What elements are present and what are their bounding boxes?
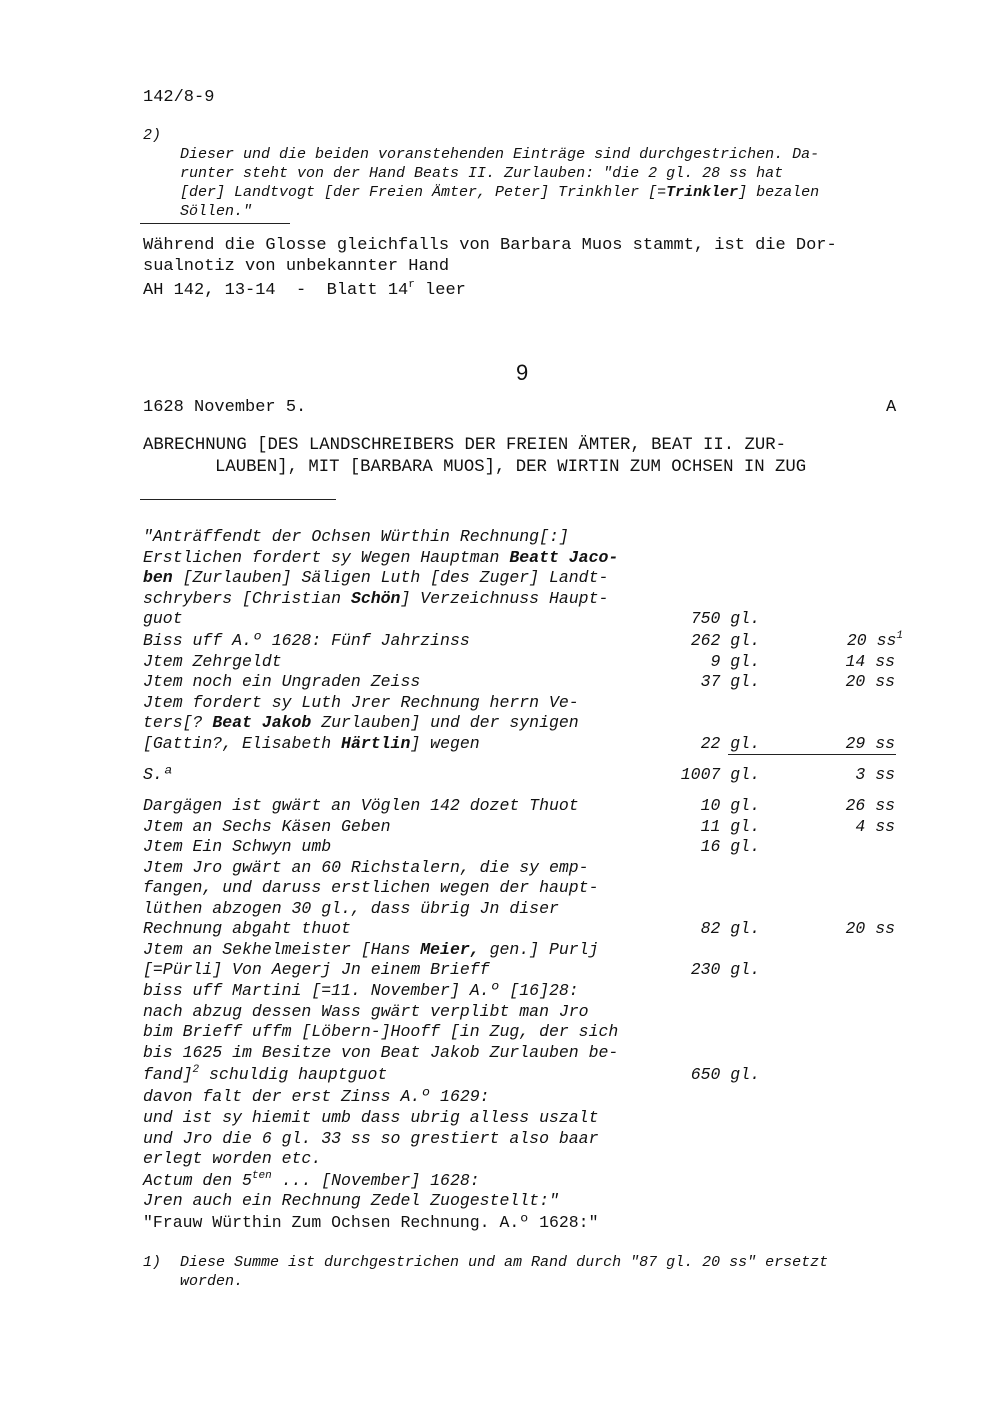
ledger-text: Jtem Zehrgeldt xyxy=(143,652,282,671)
amount-gulden: 16 gl. xyxy=(700,837,760,856)
ledger-row xyxy=(143,878,903,899)
amount-gulden: 82 gl. xyxy=(700,919,760,938)
ledger-text: und ist sy hiemit umb dass ubrig alless uszalt xyxy=(143,1108,599,1127)
ledger-row xyxy=(143,817,903,838)
ledger-row xyxy=(143,981,903,1002)
ledger-row xyxy=(143,631,903,652)
document-date: 1628 November 5. xyxy=(143,398,307,417)
ledger-text: bis 1625 im Besitze von Beat Jakob Zurlauben be- xyxy=(143,1043,619,1062)
ledger-text: Jtem fordert sy Luth Jrer Rechnung herrn Ve- xyxy=(143,693,579,712)
amount-gulden: 11 gl. xyxy=(700,817,760,836)
ledger-text: Rechnung abgaht thuot xyxy=(143,919,351,938)
sum-rule xyxy=(728,754,896,755)
amount-gulden: 230 gl. xyxy=(690,960,760,979)
ledger-row xyxy=(143,919,903,940)
footnote-line: Söllen." xyxy=(180,203,253,220)
document-number: 9 xyxy=(516,360,529,385)
ledger-row xyxy=(143,672,903,693)
ledger-row xyxy=(143,568,903,589)
ledger-text: guot xyxy=(143,609,183,628)
ledger-row xyxy=(143,609,903,630)
ledger-text: [Gattin?, Elisabeth Härtlin] wegen xyxy=(143,734,480,753)
ledger-text: Jtem Jro gwärt an 60 Richstalern, die sy emp- xyxy=(143,858,589,877)
footnote-text xyxy=(180,126,819,221)
ledger-row xyxy=(143,1022,903,1043)
ledger-row xyxy=(143,899,903,920)
ledger-text: S.ª xyxy=(143,765,173,784)
amount-gulden: 37 gl. xyxy=(700,672,760,691)
ledger-row xyxy=(143,765,903,786)
archive-reference: AH 142, 13-14 - Blatt 14$^r$ leer xyxy=(143,279,466,300)
footnote-line: runter steht von der Hand Beats II. Zurlauben: "die 2 gl. 28 ss hat xyxy=(180,165,784,182)
ledger-text: "Frauw Würthin Zum Ochsen Rechnung. A.º 1628:" xyxy=(143,1213,599,1232)
ledger-row xyxy=(143,693,903,714)
ledger-row xyxy=(143,1171,903,1192)
amount-schilling: 20 ss xyxy=(845,919,895,938)
ledger-text: ters[? Beat Jakob Zurlauben] und der synigen xyxy=(143,713,579,732)
ledger-row xyxy=(143,1129,903,1150)
footnote-marker: 2) xyxy=(143,127,162,144)
footnote-line: Dieser und die beiden voranstehenden Einträge sind durchgestrichen. Da- xyxy=(180,146,820,163)
ledger-row xyxy=(143,589,903,610)
ledger-text: Jtem an Sechs Käsen Geben xyxy=(143,817,391,836)
page-reference: 142/8-9 xyxy=(143,88,215,107)
ledger-text: lüthen abzogen 30 gl., dass übrig Jn diser xyxy=(143,899,559,918)
amount-schilling: 14 ss xyxy=(845,652,895,671)
ledger-row xyxy=(143,527,903,548)
amount-gulden: 650 gl. xyxy=(690,1065,760,1084)
ledger-text: davon falt der erst Zinss A.º 1629: xyxy=(143,1087,490,1106)
ledger-row xyxy=(143,652,903,673)
amount-schilling: 29 ss xyxy=(845,734,895,753)
editorial-note: Während die Glosse gleichfalls von Barbara Muos stammt, ist die Dor- sualnotiz von unbekannter Hand xyxy=(143,236,837,276)
ledger-text: Biss uff A.º 1628: Fünf Jahrzinss xyxy=(143,631,470,650)
document-heading: ABRECHNUNG [DES LANDSCHREIBERS DER FREIEN ÄMTER, BEAT II. ZUR- LAUBEN], MIT [BARBARA MUOS], DER WIRTIN ZUM OCHSEN IN ZUG xyxy=(143,436,807,477)
footnote-divider xyxy=(140,223,290,224)
ledger-text: nach abzug dessen Wass gwärt verplibt man Jro xyxy=(143,1002,589,1021)
ledger-row xyxy=(143,837,903,858)
ledger-row xyxy=(143,1149,903,1170)
amount-gulden: 262 gl. xyxy=(690,631,760,650)
footnote-line: [der] Landtvogt [der Freien Ämter, Peter] Trinkhler [=Trinkler] bezalen xyxy=(180,184,820,201)
ledger-text: fangen, und daruss erstlichen wegen der haupt- xyxy=(143,878,599,897)
heading-divider xyxy=(140,499,336,500)
ledger-row xyxy=(143,548,903,569)
ledger-row xyxy=(143,1191,903,1212)
ledger-row xyxy=(143,1108,903,1129)
ledger-text: fand]$^2$ schuldig hauptguot xyxy=(143,1064,388,1084)
ledger-text: Jtem Ein Schwyn umb xyxy=(143,837,332,856)
ledger-text: biss uff Martini [=11. November] A.º [16]28: xyxy=(143,981,579,1000)
amount-schilling: 26 ss xyxy=(845,796,895,815)
ledger-row xyxy=(143,960,903,981)
ledger-text: Erstlichen fordert sy Wegen Hauptman Beatt Jaco- xyxy=(143,548,619,567)
amount-gulden: 1007 gl. xyxy=(680,765,760,784)
ledger-row xyxy=(143,734,903,755)
ledger-row xyxy=(143,1087,903,1108)
ledger-text: schrybers [Christian Schön] Verzeichnuss Haupt- xyxy=(143,589,609,608)
amount-gulden: 10 gl. xyxy=(700,796,760,815)
ledger-row xyxy=(143,1002,903,1023)
amount-schilling: 3 ss xyxy=(855,765,895,784)
amount-schilling: 20 $ss^1$ xyxy=(846,630,903,650)
ledger-text: bim Brieff uffm [Löbern-]Hooff [in Zug, der sich xyxy=(143,1022,619,1041)
footnote-marker: 1) xyxy=(143,1254,162,1271)
ledger-text: "Anträffendt der Ochsen Würthin Rechnung[:] xyxy=(143,527,569,546)
ledger-row xyxy=(143,796,903,817)
ledger-row xyxy=(143,858,903,879)
amount-gulden: 22 gl. xyxy=(700,734,760,753)
ledger-row xyxy=(143,713,903,734)
ledger-text: Actum den $5^{ten}$ ... [November] 1628: xyxy=(143,1170,480,1190)
ledger-text: Dargägen ist gwärt an Vöglen 142 dozet Thuot xyxy=(143,796,579,815)
ledger-text: [=Pürli] Von Aegerj Jn einem Brieff xyxy=(143,960,490,979)
ledger-text: Jtem an Sekhelmeister [Hans Meier, gen.] Purlj xyxy=(143,940,599,959)
ledger-row xyxy=(143,1065,903,1086)
amount-gulden: 750 gl. xyxy=(690,609,760,628)
amount-schilling: 20 ss xyxy=(845,672,895,691)
ledger-text: erlegt worden etc. xyxy=(143,1149,322,1168)
ledger-text: Jren auch ein Rechnung Zedel Zuogestellt:" xyxy=(143,1191,559,1210)
ledger-row xyxy=(143,1213,903,1234)
ledger-row xyxy=(143,1043,903,1064)
ledger-text: Jtem noch ein Ungraden Zeiss xyxy=(143,672,421,691)
amount-schilling: 4 ss xyxy=(855,817,895,836)
ledger-row xyxy=(143,940,903,961)
document-type-letter: A xyxy=(886,398,897,417)
amount-gulden: 9 gl. xyxy=(710,652,760,671)
ledger-text: ben [Zurlauben] Säligen Luth [des Zuger] Landt- xyxy=(143,568,609,587)
ledger-text: und Jro die 6 gl. 33 ss so grestiert also baar xyxy=(143,1129,599,1148)
footnote-text: Diese Summe ist durchgestrichen und am Rand durch "87 gl. 20 ss" ersetzt worden. xyxy=(180,1254,829,1290)
